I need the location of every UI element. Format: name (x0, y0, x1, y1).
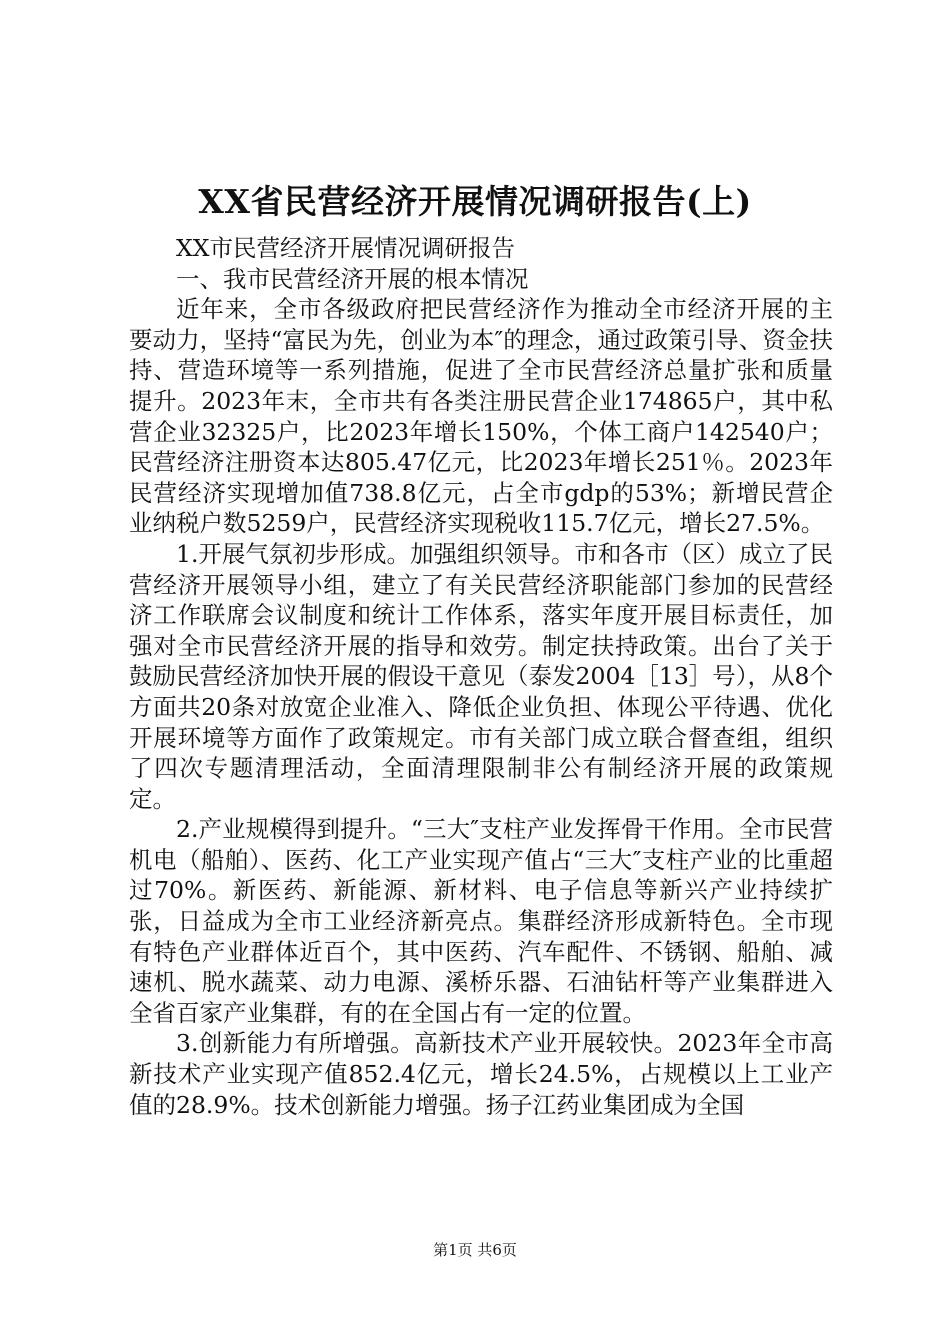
section-heading: 一、我市民营经济开展的根本情况 (176, 264, 529, 293)
body-paragraph: 1.开展气氛初步形成。加强组织领导。市和各市（区）成立了民营经济开展领导小组，建立了有关民营经济职能部门参加的民营经济工作联席会议制度和统计工作体系，落实年度开展目标责任，加强对全市民营经济开展的指导和效劳。制定扶持政策。出台了关于鼓励民营经济加快开展的假设干意见（泰发2004［13］号），从8个方面共20条对放宽企业准入、降低企业负担、体现公平待遇、优化开展环境等方面作了政策规定。市有关部门成立联合督查组，组织了四次专题清理活动，全面清理限制非公有制经济开展的政策规定。 (129, 539, 833, 813)
page-number-footer: 第1页 共6页 (433, 1241, 517, 1259)
body-paragraph: 近年来，全市各级政府把民营经济作为推动全市经济开展的主要动力，坚持“富民为先，创业为本″的理念，通过政策引导、资金扶持、营造环境等一系列措施，促进了全市民营经济总量扩张和质量提升。2023年末，全市共有各类注册民营企业174865户，其中私营企业32325户，比2023年增长150%，个体工商户142540户；民营经济注册资本达805.47亿元，比2023年增长251％。2023年民营经济实现增加值738.8亿元，占全市gdp的53%；新增民营企业纳税户数5259户，民营经济实现税收115.7亿元，增长27.5%。 (129, 295, 833, 538)
subtitle-paragraph: XX市民营经济开展情况调研报告 (176, 234, 515, 262)
body-paragraph: 3.创新能力有所增强。高新技术产业开展较快。2023年全市高新技术产业实现产值852.4亿元，增长24.5%，占规模以上工业产值的28.9%。技术创新能力增强。扬子江药业集团成为全国 (129, 1029, 833, 1119)
document-body (129, 233, 833, 1120)
document-title: XX省民营经济开展情况调研报告(上) (198, 182, 752, 221)
body-paragraph: 2.产业规模得到提升。“三大″支柱产业发挥骨干作用。全市民营机电（船舶）、医药、化工产业实现产值占“三大″支柱产业的比重超过70%。新医药、新能源、新材料、电子信息等新兴产业持续扩张，日益成为全市工业经济新亮点。集群经济形成新特色。全市现有特色产业群体近百个，其中医药、汽车配件、不锈钢、船舶、减速机、脱水蔬菜、动力电源、溪桥乐器、石油钻杆等产业集群进入全省百家产业集群，有的在全国占有一定的位置。 (129, 815, 833, 1027)
